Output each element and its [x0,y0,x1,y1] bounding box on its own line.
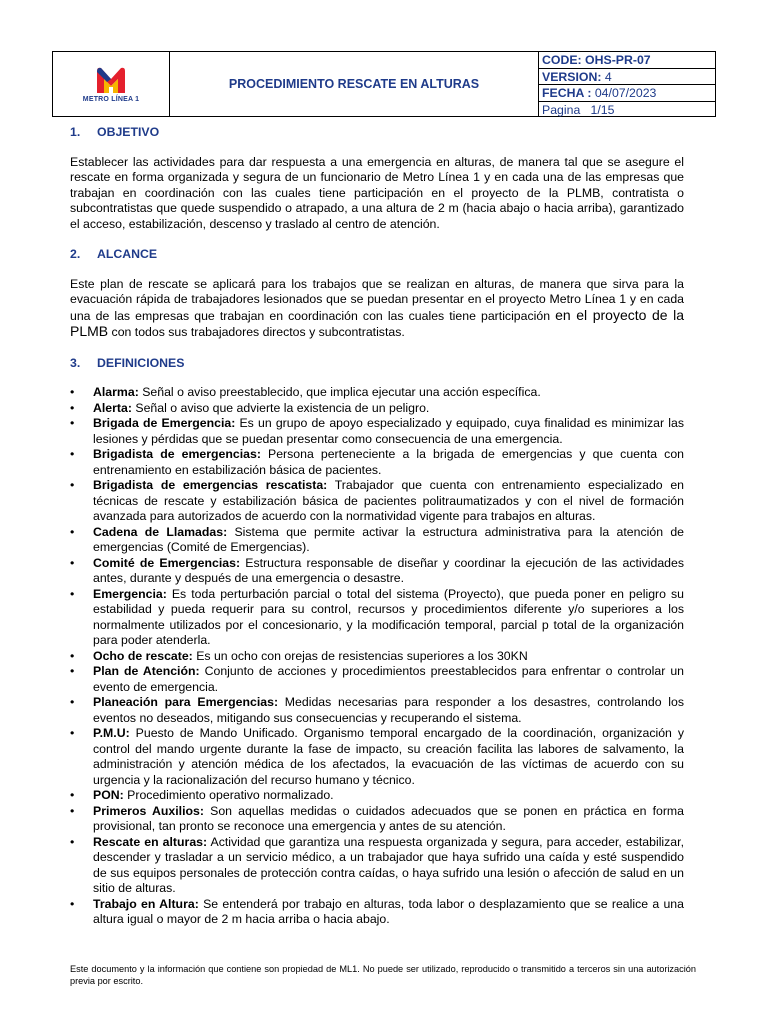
definition-text: Puesto de Mando Unificado. Organismo temporal encargado de la coordinación, organización y control del mando urgente durante la fase de impacto, su creación facilita las labores de salvamento, la administración y atención médica de los afectados, la evacuación de las víctimas de acuerdo con su urgencia y la racionalización del recurso humano y técnico. [93,726,684,787]
definition-term: Alerta: [93,400,132,415]
definition-text: Sistema que permite activar la estructura administrativa para la atención de emergencias (Comité de Emergencias). [93,524,684,554]
section-number: 3. [70,355,81,370]
definition-item [70,587,684,649]
definition-text: Se entenderá por trabajo en alturas, toda labor o desplazamiento que se realice a una altura igual o mayor de 2 m hacia arriba o hacia abajo. [93,896,684,926]
definition-text: Medidas necesarias para responder a los desastres, controlando los eventos no deseados, mitigando sus consecuencias y recuperando el sistema. [93,695,685,725]
bullet-icon: • [70,648,75,663]
definition-item [70,416,684,447]
section-heading-objetivo [70,125,684,141]
alcance-text-b: en el proyecto de la PLMB [70,306,684,339]
definition-term: Rescate en alturas: [93,834,208,849]
definition-item [70,664,684,695]
bullet-icon: • [70,447,75,461]
section-heading-definiciones [70,356,684,372]
definition-text: Son aquellas medidas o cuidados adecuados que se ponen en práctica en forma provisional, tan pronto se reconoce una emergencia y antes de su atención. [93,803,685,833]
bullet-icon: • [70,664,75,678]
document-meta [539,52,715,116]
definition-text: Es un ocho con orejas de resistencias superiores a los 30KN [192,648,528,663]
definition-item [70,788,684,804]
definition-item [70,385,684,401]
definition-item [70,478,684,525]
definition-text: Procedimiento operativo normalizado. [123,788,334,802]
date-label: FECHA : [542,86,592,100]
definition-term: P.M.U: [93,726,130,740]
definition-term: Comité de Emergencias: [93,555,241,570]
alcance-text-c: con todos sus trabajadores directos y subcontratistas. [108,325,405,339]
bullet-icon: • [70,726,75,740]
code-label: CODE: [542,53,582,67]
definition-term: Brigadista de emergencias: [93,447,261,461]
bullet-icon: • [70,478,75,492]
definition-text: Señal o aviso que advierte la existencia de un peligro. [131,400,430,415]
definition-item [70,649,684,665]
bullet-icon: • [70,416,75,430]
definition-item [70,447,684,478]
section-title: OBJETIVO [97,125,160,139]
definition-term: PON: [93,788,124,802]
definition-item [70,695,684,726]
definition-item [70,556,684,587]
definition-term: Plan de Atención: [93,664,200,678]
definition-term: Cadena de Llamadas: [93,524,228,539]
definition-term: Alarma: [93,385,139,399]
document-title: PROCEDIMIENTO RESCATE EN ALTURAS [170,52,539,116]
page-row [539,102,715,118]
definition-item [70,897,684,928]
logo-text: METRO LÍNEA 1 [82,96,140,103]
definition-item [70,804,684,835]
bullet-icon: • [70,834,75,849]
alcance-paragraph [70,277,684,341]
bullet-icon: • [70,788,75,802]
definition-text: Trabajador que cuenta con entrenamiento especializado en técnicas de rescate y estabilización básica de pacientes politraumatizados y con el nivel de formación avanzada para autorizados de acuerdo con la normatividad vigente para trabajos en alturas. [93,478,684,523]
definition-term: Ocho de rescate: [93,648,193,663]
definition-term: Brigada de Emergencia: [93,416,236,430]
definition-term: Brigadista de emergencias rescatista: [93,478,328,492]
section-title: ALCANCE [97,247,158,261]
logo-cell [53,52,170,116]
code-value: OHS-PR-07 [585,53,651,67]
definition-item [70,835,684,897]
section-number: 2. [70,247,81,261]
section-number: 1. [70,125,81,139]
definition-term: Trabajo en Altura: [93,896,199,911]
definition-term: Primeros Auxilios: [93,803,204,818]
definition-text: Señal o aviso preestablecido, que implica ejecutar una acción específica. [138,385,541,399]
section-heading-alcance [70,247,684,263]
bullet-icon: • [70,586,75,601]
footer-disclaimer: Este documento y la información que contiene son propiedad de ML1. No puede ser utilizado, reproducido o transmitido a terceros sin una autorización previa por escrito. [70,964,696,986]
definition-term: Planeación para Emergencias: [93,695,279,709]
definition-text: Persona perteneciente a la brigada de emergencias y que cuenta con entrenamiento en estabilización básica de pacientes. [93,447,684,477]
page-label: Pagina [542,102,581,117]
alcance-text-a: Este plan de rescate se aplicará para los trabajos que se realizan en alturas, de manera que sirva para la evacuación rápida de trabajadores lesionados que se puedan presentar en el proyecto Metro Línea 1 y en cada una de las empresas que trabajan en coordinación con las cuales tiene participación [70,276,684,323]
version-row [539,69,715,86]
section-title: DEFINICIONES [97,355,185,370]
bullet-icon: • [70,695,75,709]
definition-term: Emergencia: [93,586,167,601]
definitions-list [70,385,684,928]
definition-text: Es un grupo de apoyo especializado y equipado, cuya finalidad es minimizar las lesiones y pérdidas que se puedan presentar como consecuencia de una emergencia. [93,416,684,446]
version-label: VERSION: [542,69,602,84]
page-value: 1/15 [590,102,615,117]
definition-item [70,525,684,556]
metro-linea-1-logo-icon [94,65,128,95]
definition-text: Conjunto de acciones y procedimientos preestablecidos para enfrentar o controlar un evento de emergencia. [93,664,684,694]
date-row [539,85,715,102]
definition-text: Es toda perturbación parcial o total del sistema (Proyecto), que pueda poner en peligro su estabilidad y pueda requerir para su control, recursos y procedimientos diferente y/o superiores a los normalmente utilizados por el concesionario, y la modificación temporal, parcial p total de la organización para poder atenderla. [93,586,684,647]
definition-text: Estructura responsable de diseñar y coordinar la ejecución de las actividades antes, durante y después de una emergencia o desastre. [93,555,685,585]
date-value: 04/07/2023 [594,86,657,100]
definition-item [70,726,684,788]
bullet-icon: • [70,524,75,539]
code-row [539,52,715,69]
version-value: 4 [604,69,612,84]
bullet-icon: • [70,385,75,399]
document-body [70,125,684,928]
bullet-icon: • [70,803,75,818]
definition-item [70,401,684,417]
bullet-icon: • [70,400,75,415]
objetivo-paragraph: Establecer las actividades para dar respuesta a una emergencia en alturas, de manera tal que se asegure el rescate en forma organizada y segura de un funcionario de Metro Línea 1 y en cada una de las empresas que trabajan en coordinación con las cuales tiene participación en el proyecto de la PLMB, contratista o subcontratistas que quede suspendido o atrapado, a una altura de 2 m (hacia abajo o hacia arriba), garantizado el acceso, estabilización, descenso y traslado al centro de atención. [70,154,684,231]
definition-text: Actividad que garantiza una respuesta organizada y segura, para acceder, estabilizar, descender y trasladar a un servicio médico, a un trabajador que haya sufrido una caída y esté suspendido de sus equipos personales de protección contra caídas, o haya sufrido una lesión o afección de salud en un sitio de alturas. [93,834,684,895]
bullet-icon: • [70,896,75,911]
document-header [52,51,716,117]
bullet-icon: • [70,555,75,570]
